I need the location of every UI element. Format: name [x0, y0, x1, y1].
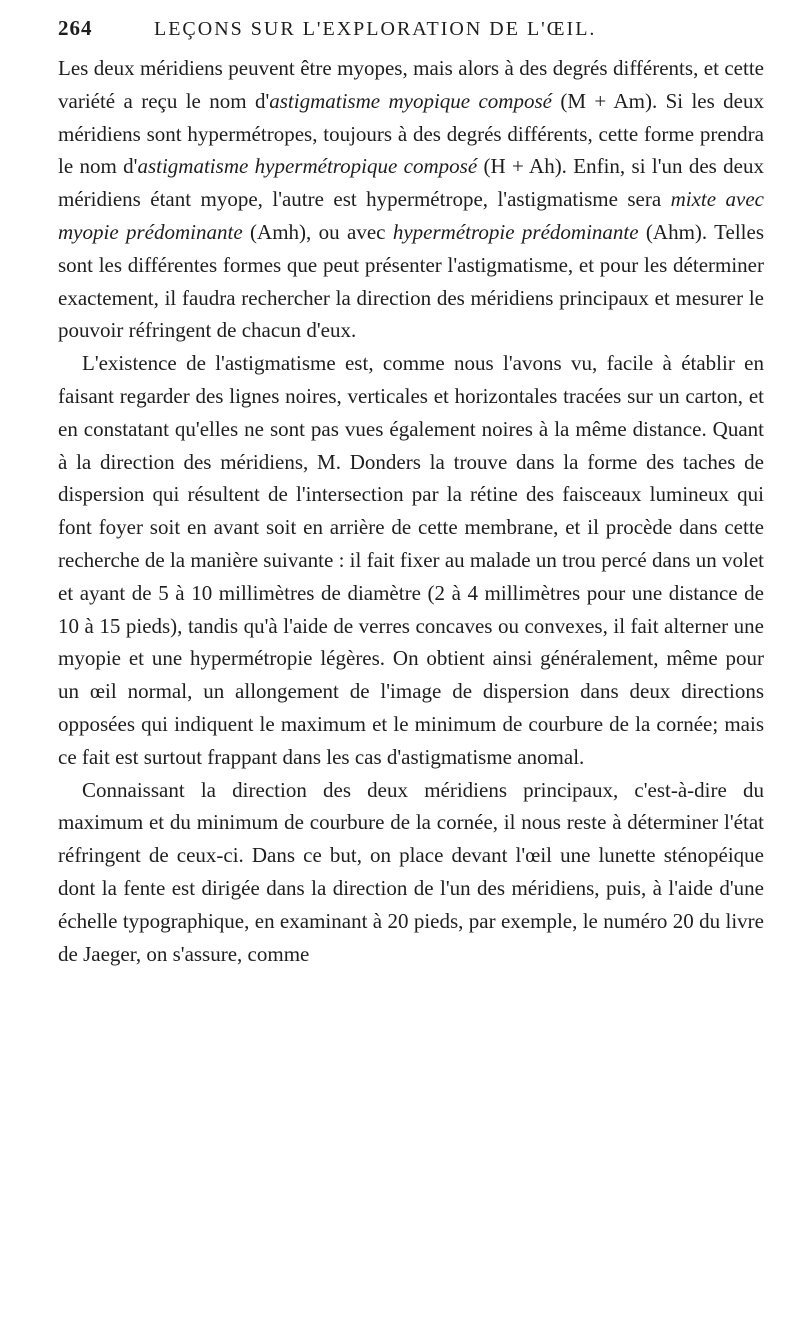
running-header: [58, 16, 764, 50]
text-run: Les deux méridiens peuvent être myopes, mais alors à des degrés différents, et cette variété a reçu le nom d': [58, 56, 764, 113]
text-run: (M + Am). Si les deux méridiens sont hypermétropes, toujours à des degrés différents, cette forme prendra le nom d': [58, 88, 764, 179]
paragraph: [58, 347, 764, 773]
page-number: 264: [58, 16, 93, 40]
italic-term: astigmatisme hypermétropique composé: [137, 154, 478, 179]
text-run: L'existence de l'astigmatisme est, comme nous l'avons vu, facile à établir en faisant regarder des lignes noires, verticales et horizontales tracées sur un carton, et en constatant qu'elles ne sont pas vues également noires à la même distance. Quant à la direction des méridiens, M. Donders la trouve dans la forme des taches de dispersion qui résultent de l'intersection par la rétine des faisceaux lumineux qui font foyer soit en avant soit en arrière de cette membrane, et il procède dans cette recherche de la manière suivante : il fait fixer au malade un trou percé dans un volet et ayant de 5 à 10 millimètres de diamètre (2 à 4 millimètres pour une distance de 10 à 15 pieds), tandis qu'à l'aide de verres concaves ou convexes, il fait alterner une myopie et une hypermétropie légères. On obtient ainsi généralement, même pour un œil normal, un allongement de l'image de dispersion dans deux directions opposées qui indiquent le maximum et le minimum de courbure de la cornée; mais ce fait est surtout frappant dans les cas d'astigmatisme anomal.: [58, 351, 764, 769]
paragraph: [58, 774, 764, 971]
text-run: (Amh), ou avec: [242, 219, 393, 244]
italic-term: mixte avec myopie prédominante: [58, 187, 764, 244]
italic-term: astigmatisme myopique composé: [269, 88, 552, 113]
book-page: [58, 16, 764, 970]
text-run: Connaissant la direction des deux méridiens principaux, c'est-à-dire du maximum et du minimum de courbure de la cornée, il nous reste à déterminer l'état réfringent de ceux-ci. Dans ce but, on place devant l'œil une lunette sténopéique dont la fente est dirigée dans la direction de l'un des méridiens, puis, à l'aide d'une échelle typographique, en examinant à 20 pieds, par exemple, le numéro 20 du livre de Jaeger, on s'assure, comme: [58, 777, 764, 966]
text-run: (Ahm). Telles sont les différentes formes que peut présenter l'astigmatisme, et pour les déterminer exactement, il faudra rechercher la direction des méridiens principaux et mesurer le pouvoir réfringent de chacun d'eux.: [58, 219, 765, 343]
text-run: (H + Ah). Enfin, si l'un des deux méridiens étant myope, l'autre est hypermétrope, l'astigmatisme sera: [58, 154, 764, 212]
running-title: LEÇONS SUR L'EXPLORATION DE L'ŒIL.: [154, 18, 597, 40]
italic-term: hypermétropie prédominante: [392, 219, 639, 244]
body-text: [58, 52, 764, 970]
paragraph: [58, 52, 764, 347]
